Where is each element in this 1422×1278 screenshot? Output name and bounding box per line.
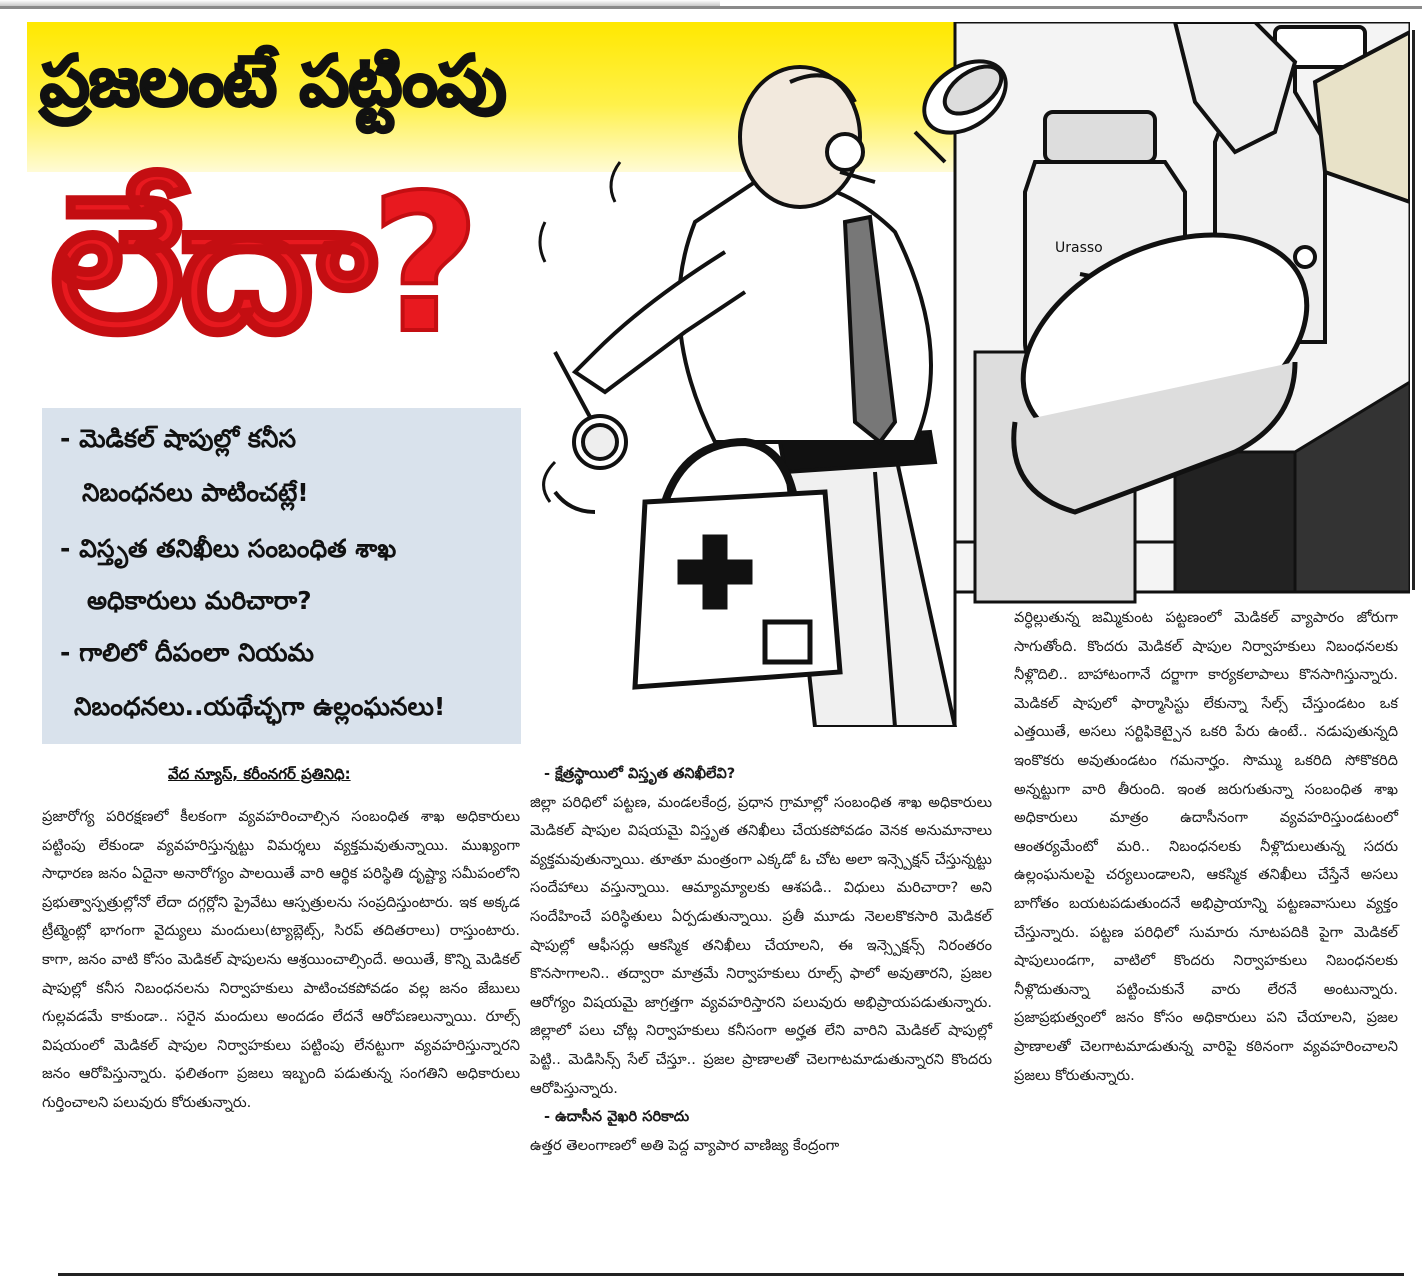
article-column-3 <box>1014 604 1398 1090</box>
headline-line-2: లేదా? <box>50 154 475 375</box>
article-paragraph: జిల్లా పరిధిలో పట్టణ, మండలకేంద్ర, ప్రధాన గ్రామాల్లో సంబంధిత శాఖ అధికారులు మెడికల్ షాపుల విషయమై విస్తృత తనిఖీలు చేయకపోవడం వెనక అనుమానాలు వ్యక్తమవుతున్నాయి. తూతూ మంత్రంగా ఎక్కడో ఓ చోట అలా ఇన్స్పెక్షన్ చేస్తున్నట్టు సందేహాలు వస్తున్నాయి. ఆమ్యామ్యాలకు ఆశపడి.. విధులు మరిచారా? అని సందేహించే పరిస్థితులు ఏర్పడుతున్నాయి. ప్రతీ మూడు నెలలకొకసారి మెడికల్ షాపుల్లో ఆఫీసర్లు ఆకస్మిక తనిఖీలు చేయాలని, ఈ ఇన్స్పెక్షన్స్ నిరంతరం కొనసాగాలని.. తద్వారా మాత్రమే నిర్వాహకులు రూల్స్ ఫాలో అవుతారని, ప్రజల ఆరోగ్యం విషయమై జాగ్రత్తగా వ్యవహరిస్తారని పలువురు అభిప్రాయపడుతున్నారు. జిల్లాలో పలు చోట్ల నిర్వాహకులు కనీసంగా అర్హత లేని వారిని మెడికల్ షాపుల్లో పెట్టి.. మెడిసిన్స్ సేల్ చేస్తూ.. ప్రజల ప్రాణాలతో చెలగాటమాడుతున్నారని కొందరు ఆరోపిస్తున్నారు. <box>530 793 992 1097</box>
byline: వేద న్యూస్, కరీంనగర్ ప్రతినిధి: <box>168 765 351 783</box>
highlight-point: నిబంధనలు..యథేచ్ఛగా ఉల్లంఘనలు! <box>74 692 446 721</box>
highlight-point: - మెడికల్ షాపుల్లో కనీస <box>60 424 297 453</box>
highlight-point: - గాలిలో దీపంలా నియమ <box>60 638 314 667</box>
headline-line-1: ప్రజలంటే పట్టింపు <box>40 40 506 122</box>
bottle-label: Urasso <box>1055 240 1103 256</box>
sub-heading: - క్షేత్రస్థాయిలో విస్తృత తనిఖీలేవి? <box>544 765 736 782</box>
article-paragraph: ప్రజారోగ్య పరిరక్షణలో కీలకంగా వ్యవహరించాల్సిన సంబంధిత శాఖ అధికారులు పట్టింపు లేకుండా వ్యవహరిస్తున్నట్టు విమర్శలు వ్యక్తమవుతున్నాయి. ముఖ్యంగా సాధారణ జనం ఏదైనా అనారోగ్యం పాలయితే వారి ఆర్థిక పరిస్థితి దృష్ట్యా సమీపంలోని ప్రభుత్వాస్పత్రుల్లోనో లేదా దగ్గర్లోని ప్రైవేటు ఆస్పత్రులను సంప్రదిస్తుంటారు. ఇక అక్కడ ట్రీట్మెంట్లో భాగంగా వైద్యులు మందులు(ట్యాబ్లెట్స్, సిరప్ తదితరాలు) రాస్తుంటారు. కాగా, జనం వాటి కోసం మెడికల్ షాపులను ఆశ్రయించాల్సిందే. అయితే, కొన్ని మెడికల్ షాపుల్లో కనీస నిబంధనలను నిర్వాహకులు పాటించకపోవడం వల్ల జనం జేబులు గుల్లవడమే కాకుండా.. సరైన మందులు అందడం లేదనే ఆరోపణలున్నాయి. రూల్స్ విషయంలో మెడికల్ షాపుల నిర్వాహకులు పట్టింపు లేనట్టుగా వ్యవహరిస్తున్నారని జనం ఆరోపిస్తున్నారు. ఫలితంగా ప్రజలు ఇబ్బంది పడుతున్న సంగతిని అధికారులు గుర్తించాలని పలువురు కోరుతున్నారు. <box>42 808 520 1111</box>
highlights-box <box>42 408 521 744</box>
sub-heading: - ఉదాసీన వైఖరి సరికాదు <box>544 1108 690 1126</box>
right-column-rule <box>1412 30 1415 590</box>
article-paragraph: వర్ధిల్లుతున్న జమ్మికుంట పట్టణంలో మెడికల్ వ్యాపారం జోరుగా సాగుతోంది. కొందరు మెడికల్ షాపుల నిర్వాహకులు నిబంధనలకు నీళ్లొదిలి.. బాహాటంగానే దర్జాగా కార్యకలాపాలు కొనసాగిస్తున్నారు. మెడికల్ షాపులో ఫార్మాసిస్టు లేకున్నా సేల్స్ చేస్తుండటం ఒక ఎత్తయితే, అసలు సర్టిఫికెట్పైన ఒకరి పేరు ఉంటే.. నడుపుతున్నది ఇంకొకరు అవుతుండటం గమనార్హం. సొమ్ము ఒకరిది సోకొకరిది అన్నట్టుగా వారి తీరుంది. ఇంత జరుగుతున్నా సంబంధిత శాఖ అధికారులు మాత్రం ఉదాసీనంగా వ్యవహరిస్తుండటంలో ఆంతర్యమేంటో మరి.. నిబంధనలకు నీళ్లొదులుతున్న సదరు ఉల్లంఘనులపై చర్యలుండాలని, ఆకస్మిక తనిఖీలు చేస్తేనే అసలు బాగోతం బయటపడుతుందనే అభిప్రాయాన్ని పట్టణవాసులు వ్యక్తం చేస్తున్నారు. పట్టణ పరిధిలో సుమారు నూటపదికి పైగా మెడికల్ షాపులుండగా, వాటిలో కొందరు నిర్వాహకులు నిబంధనలకు నీళ్లొదుతున్నా పట్టించుకునే వారు లేరనే అంటున్నారు. ప్రజాప్రభుత్వంలో జనం కోసం అధికారులు పని చేయాలని, ప్రజల ప్రాణాలతో చెలగాటమాడుతున్న వారిపై కఠినంగా వ్యవహరించాలని ప్రజలు కోరుతున్నారు. <box>1014 609 1398 1084</box>
highlight-point: అధికారులు మరిచారా? <box>87 586 312 615</box>
article-column-1 <box>42 803 520 1118</box>
article-paragraph: ఉత్తర తెలంగాణలో అతి పెద్ద వ్యాపార వాణిజ్య కేంద్రంగా <box>530 1136 840 1154</box>
highlight-point: నిబంధనలు పాటించట్లే! <box>82 478 309 507</box>
top-rule <box>0 6 1422 9</box>
article-column-2 <box>530 760 992 1160</box>
highlight-point: - విస్తృత తనిఖీలు సంబంధిత శాఖ <box>60 534 397 563</box>
bottom-rule <box>58 1273 1404 1276</box>
